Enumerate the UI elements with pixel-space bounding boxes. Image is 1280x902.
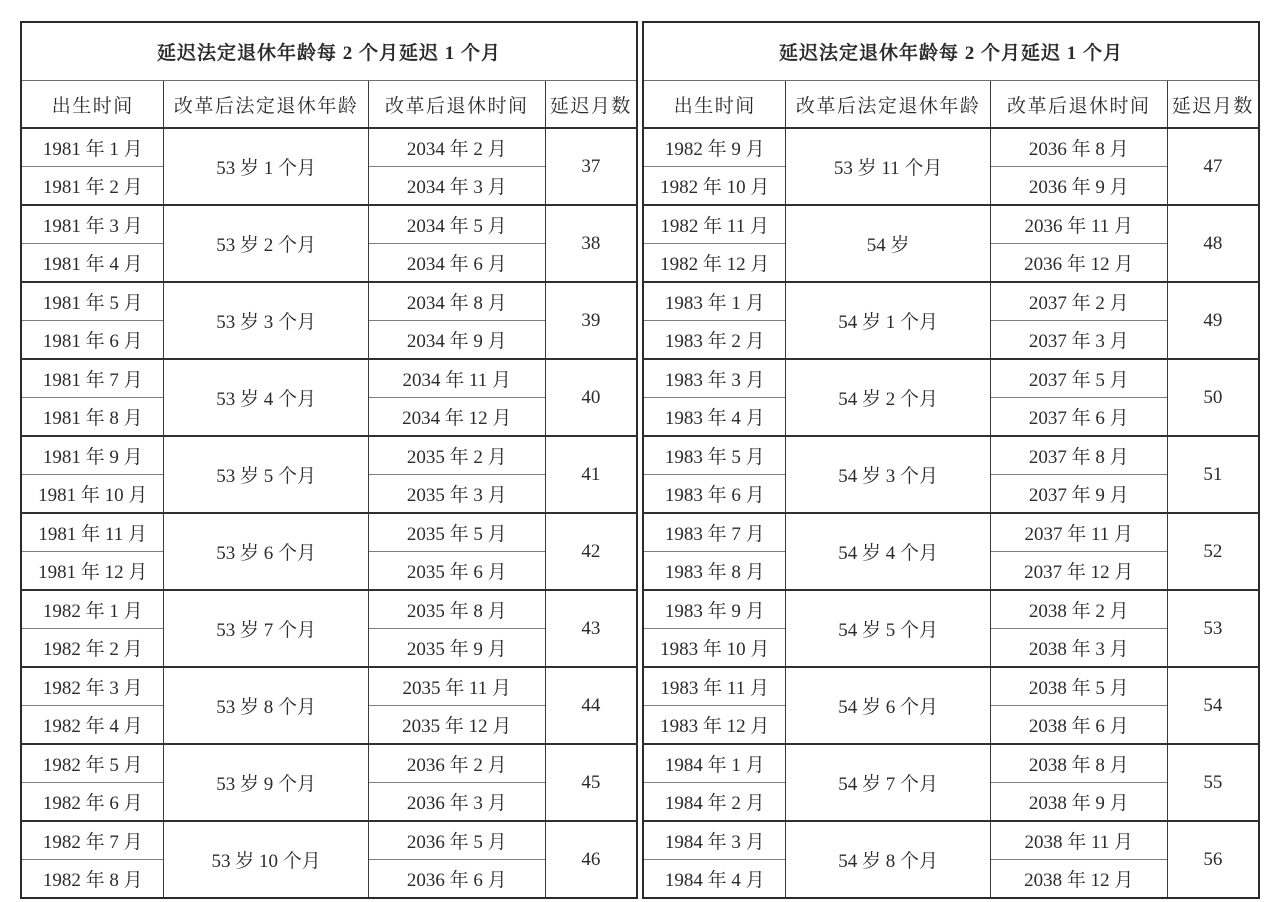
birth-month-cell: 1983 年 7 月 <box>643 513 786 552</box>
table-row <box>21 821 637 860</box>
retirement-date-cell: 2036 年 6 月 <box>368 860 545 899</box>
birth-month-cell: 1981 年 3 月 <box>21 205 164 244</box>
retirement-age-cell: 54 岁 4 个月 <box>786 513 991 590</box>
column-header-row <box>643 81 1259 129</box>
table-row <box>643 590 1259 629</box>
delay-months-cell: 43 <box>545 590 637 667</box>
birth-month-cell: 1982 年 7 月 <box>21 821 164 860</box>
table-title: 延迟法定退休年龄每 2 个月延迟 1 个月 <box>21 22 637 81</box>
retirement-date-cell: 2034 年 5 月 <box>368 205 545 244</box>
retirement-date-cell: 2037 年 9 月 <box>990 475 1167 514</box>
table-row <box>643 744 1259 783</box>
delay-months-cell: 52 <box>1167 513 1259 590</box>
retirement-age-cell: 54 岁 7 个月 <box>786 744 991 821</box>
birth-month-cell: 1984 年 1 月 <box>643 744 786 783</box>
column-header-statutory-retirement-age: 改革后法定退休年龄 <box>164 81 369 129</box>
table-row <box>21 128 637 167</box>
table-row <box>643 359 1259 398</box>
delay-months-cell: 41 <box>545 436 637 513</box>
birth-month-cell: 1984 年 3 月 <box>643 821 786 860</box>
retirement-date-cell: 2036 年 5 月 <box>368 821 545 860</box>
birth-month-cell: 1981 年 6 月 <box>21 321 164 360</box>
birth-month-cell: 1983 年 5 月 <box>643 436 786 475</box>
table-row <box>643 436 1259 475</box>
table-row <box>21 513 637 552</box>
retirement-age-cell: 53 岁 7 个月 <box>164 590 369 667</box>
retirement-date-cell: 2034 年 3 月 <box>368 167 545 206</box>
retirement-date-cell: 2038 年 12 月 <box>990 860 1167 899</box>
column-header-delay-months: 延迟月数 <box>545 81 637 129</box>
retirement-age-cell: 53 岁 8 个月 <box>164 667 369 744</box>
delay-months-cell: 42 <box>545 513 637 590</box>
table-row <box>643 513 1259 552</box>
birth-month-cell: 1983 年 3 月 <box>643 359 786 398</box>
birth-month-cell: 1983 年 12 月 <box>643 706 786 745</box>
birth-month-cell: 1983 年 6 月 <box>643 475 786 514</box>
birth-month-cell: 1984 年 4 月 <box>643 860 786 899</box>
table-title-row <box>643 22 1259 81</box>
delay-months-cell: 44 <box>545 667 637 744</box>
retirement-date-cell: 2035 年 3 月 <box>368 475 545 514</box>
birth-month-cell: 1982 年 12 月 <box>643 244 786 283</box>
delay-months-cell: 50 <box>1167 359 1259 436</box>
retirement-age-cell: 53 岁 6 个月 <box>164 513 369 590</box>
retirement-date-cell: 2035 年 11 月 <box>368 667 545 706</box>
table-row <box>21 744 637 783</box>
retirement-date-cell: 2037 年 8 月 <box>990 436 1167 475</box>
table-head <box>21 22 637 128</box>
retirement-age-cell: 54 岁 6 个月 <box>786 667 991 744</box>
birth-month-cell: 1981 年 2 月 <box>21 167 164 206</box>
birth-month-cell: 1983 年 4 月 <box>643 398 786 437</box>
table-head <box>643 22 1259 128</box>
table-row <box>643 282 1259 321</box>
delay-months-cell: 51 <box>1167 436 1259 513</box>
column-header-delay-months: 延迟月数 <box>1167 81 1259 129</box>
birth-month-cell: 1982 年 3 月 <box>21 667 164 706</box>
delay-months-cell: 48 <box>1167 205 1259 282</box>
table-row <box>21 205 637 244</box>
birth-month-cell: 1982 年 11 月 <box>643 205 786 244</box>
birth-month-cell: 1983 年 2 月 <box>643 321 786 360</box>
column-header-statutory-retirement-age: 改革后法定退休年龄 <box>786 81 991 129</box>
table-row <box>643 205 1259 244</box>
retirement-date-cell: 2038 年 2 月 <box>990 590 1167 629</box>
retirement-date-cell: 2035 年 8 月 <box>368 590 545 629</box>
retirement-age-cell: 53 岁 1 个月 <box>164 128 369 205</box>
birth-month-cell: 1981 年 1 月 <box>21 128 164 167</box>
retirement-date-cell: 2038 年 8 月 <box>990 744 1167 783</box>
retirement-age-cell: 53 岁 4 个月 <box>164 359 369 436</box>
retirement-date-cell: 2035 年 6 月 <box>368 552 545 591</box>
retirement-date-cell: 2035 年 5 月 <box>368 513 545 552</box>
retirement-date-cell: 2036 年 2 月 <box>368 744 545 783</box>
delay-months-cell: 53 <box>1167 590 1259 667</box>
birth-month-cell: 1982 年 1 月 <box>21 590 164 629</box>
birth-month-cell: 1983 年 9 月 <box>643 590 786 629</box>
table-body <box>21 128 637 898</box>
delay-months-cell: 46 <box>545 821 637 898</box>
table-title: 延迟法定退休年龄每 2 个月延迟 1 个月 <box>643 22 1259 81</box>
tables-container <box>20 21 1260 899</box>
retirement-age-cell: 54 岁 2 个月 <box>786 359 991 436</box>
birth-month-cell: 1983 年 11 月 <box>643 667 786 706</box>
delay-months-cell: 45 <box>545 744 637 821</box>
birth-month-cell: 1982 年 8 月 <box>21 860 164 899</box>
birth-month-cell: 1981 年 8 月 <box>21 398 164 437</box>
retirement-date-cell: 2037 年 6 月 <box>990 398 1167 437</box>
retirement-date-cell: 2037 年 5 月 <box>990 359 1167 398</box>
table-row <box>643 128 1259 167</box>
retirement-date-cell: 2035 年 2 月 <box>368 436 545 475</box>
retirement-age-cell: 53 岁 9 个月 <box>164 744 369 821</box>
retirement-age-cell: 54 岁 3 个月 <box>786 436 991 513</box>
retirement-date-cell: 2037 年 12 月 <box>990 552 1167 591</box>
delay-months-cell: 56 <box>1167 821 1259 898</box>
delay-months-cell: 39 <box>545 282 637 359</box>
table-row <box>21 436 637 475</box>
column-header-retirement-time: 改革后退休时间 <box>990 81 1167 129</box>
delay-months-cell: 37 <box>545 128 637 205</box>
birth-month-cell: 1982 年 9 月 <box>643 128 786 167</box>
column-header-birth-time: 出生时间 <box>21 81 164 129</box>
birth-month-cell: 1981 年 11 月 <box>21 513 164 552</box>
retirement-age-cell: 53 岁 3 个月 <box>164 282 369 359</box>
retirement-age-cell: 54 岁 8 个月 <box>786 821 991 898</box>
retirement-date-cell: 2034 年 6 月 <box>368 244 545 283</box>
retirement-date-cell: 2034 年 11 月 <box>368 359 545 398</box>
retirement-age-cell: 53 岁 5 个月 <box>164 436 369 513</box>
retirement-age-cell: 53 岁 10 个月 <box>164 821 369 898</box>
retirement-date-cell: 2038 年 9 月 <box>990 783 1167 822</box>
birth-month-cell: 1982 年 4 月 <box>21 706 164 745</box>
retirement-age-cell: 54 岁 1 个月 <box>786 282 991 359</box>
column-header-retirement-time: 改革后退休时间 <box>368 81 545 129</box>
table-row <box>21 359 637 398</box>
retirement-date-cell: 2038 年 11 月 <box>990 821 1167 860</box>
delay-months-cell: 49 <box>1167 282 1259 359</box>
retirement-date-cell: 2034 年 2 月 <box>368 128 545 167</box>
delay-months-cell: 47 <box>1167 128 1259 205</box>
retirement-date-cell: 2038 年 3 月 <box>990 629 1167 668</box>
table-row <box>643 667 1259 706</box>
retirement-date-cell: 2036 年 12 月 <box>990 244 1167 283</box>
table-title-row <box>21 22 637 81</box>
retirement-table-left <box>20 21 638 899</box>
retirement-date-cell: 2037 年 2 月 <box>990 282 1167 321</box>
birth-month-cell: 1982 年 5 月 <box>21 744 164 783</box>
column-header-birth-time: 出生时间 <box>643 81 786 129</box>
birth-month-cell: 1981 年 12 月 <box>21 552 164 591</box>
retirement-date-cell: 2037 年 3 月 <box>990 321 1167 360</box>
table-body <box>643 128 1259 898</box>
birth-month-cell: 1983 年 1 月 <box>643 282 786 321</box>
table-row <box>21 667 637 706</box>
retirement-age-cell: 54 岁 <box>786 205 991 282</box>
retirement-date-cell: 2036 年 8 月 <box>990 128 1167 167</box>
retirement-age-cell: 53 岁 11 个月 <box>786 128 991 205</box>
retirement-age-cell: 53 岁 2 个月 <box>164 205 369 282</box>
birth-month-cell: 1982 年 6 月 <box>21 783 164 822</box>
birth-month-cell: 1982 年 2 月 <box>21 629 164 668</box>
retirement-date-cell: 2038 年 6 月 <box>990 706 1167 745</box>
retirement-date-cell: 2036 年 11 月 <box>990 205 1167 244</box>
birth-month-cell: 1983 年 10 月 <box>643 629 786 668</box>
birth-month-cell: 1981 年 5 月 <box>21 282 164 321</box>
birth-month-cell: 1984 年 2 月 <box>643 783 786 822</box>
retirement-date-cell: 2036 年 3 月 <box>368 783 545 822</box>
table-row <box>21 590 637 629</box>
retirement-date-cell: 2036 年 9 月 <box>990 167 1167 206</box>
birth-month-cell: 1981 年 9 月 <box>21 436 164 475</box>
table-row <box>21 282 637 321</box>
delay-months-cell: 55 <box>1167 744 1259 821</box>
retirement-date-cell: 2038 年 5 月 <box>990 667 1167 706</box>
delay-months-cell: 54 <box>1167 667 1259 744</box>
retirement-table-right <box>642 21 1260 899</box>
birth-month-cell: 1982 年 10 月 <box>643 167 786 206</box>
birth-month-cell: 1983 年 8 月 <box>643 552 786 591</box>
birth-month-cell: 1981 年 10 月 <box>21 475 164 514</box>
retirement-date-cell: 2034 年 8 月 <box>368 282 545 321</box>
retirement-date-cell: 2034 年 9 月 <box>368 321 545 360</box>
birth-month-cell: 1981 年 4 月 <box>21 244 164 283</box>
table-row <box>643 821 1259 860</box>
delay-months-cell: 38 <box>545 205 637 282</box>
retirement-date-cell: 2035 年 12 月 <box>368 706 545 745</box>
retirement-age-cell: 54 岁 5 个月 <box>786 590 991 667</box>
retirement-date-cell: 2035 年 9 月 <box>368 629 545 668</box>
retirement-date-cell: 2037 年 11 月 <box>990 513 1167 552</box>
retirement-date-cell: 2034 年 12 月 <box>368 398 545 437</box>
birth-month-cell: 1981 年 7 月 <box>21 359 164 398</box>
column-header-row <box>21 81 637 129</box>
delay-months-cell: 40 <box>545 359 637 436</box>
